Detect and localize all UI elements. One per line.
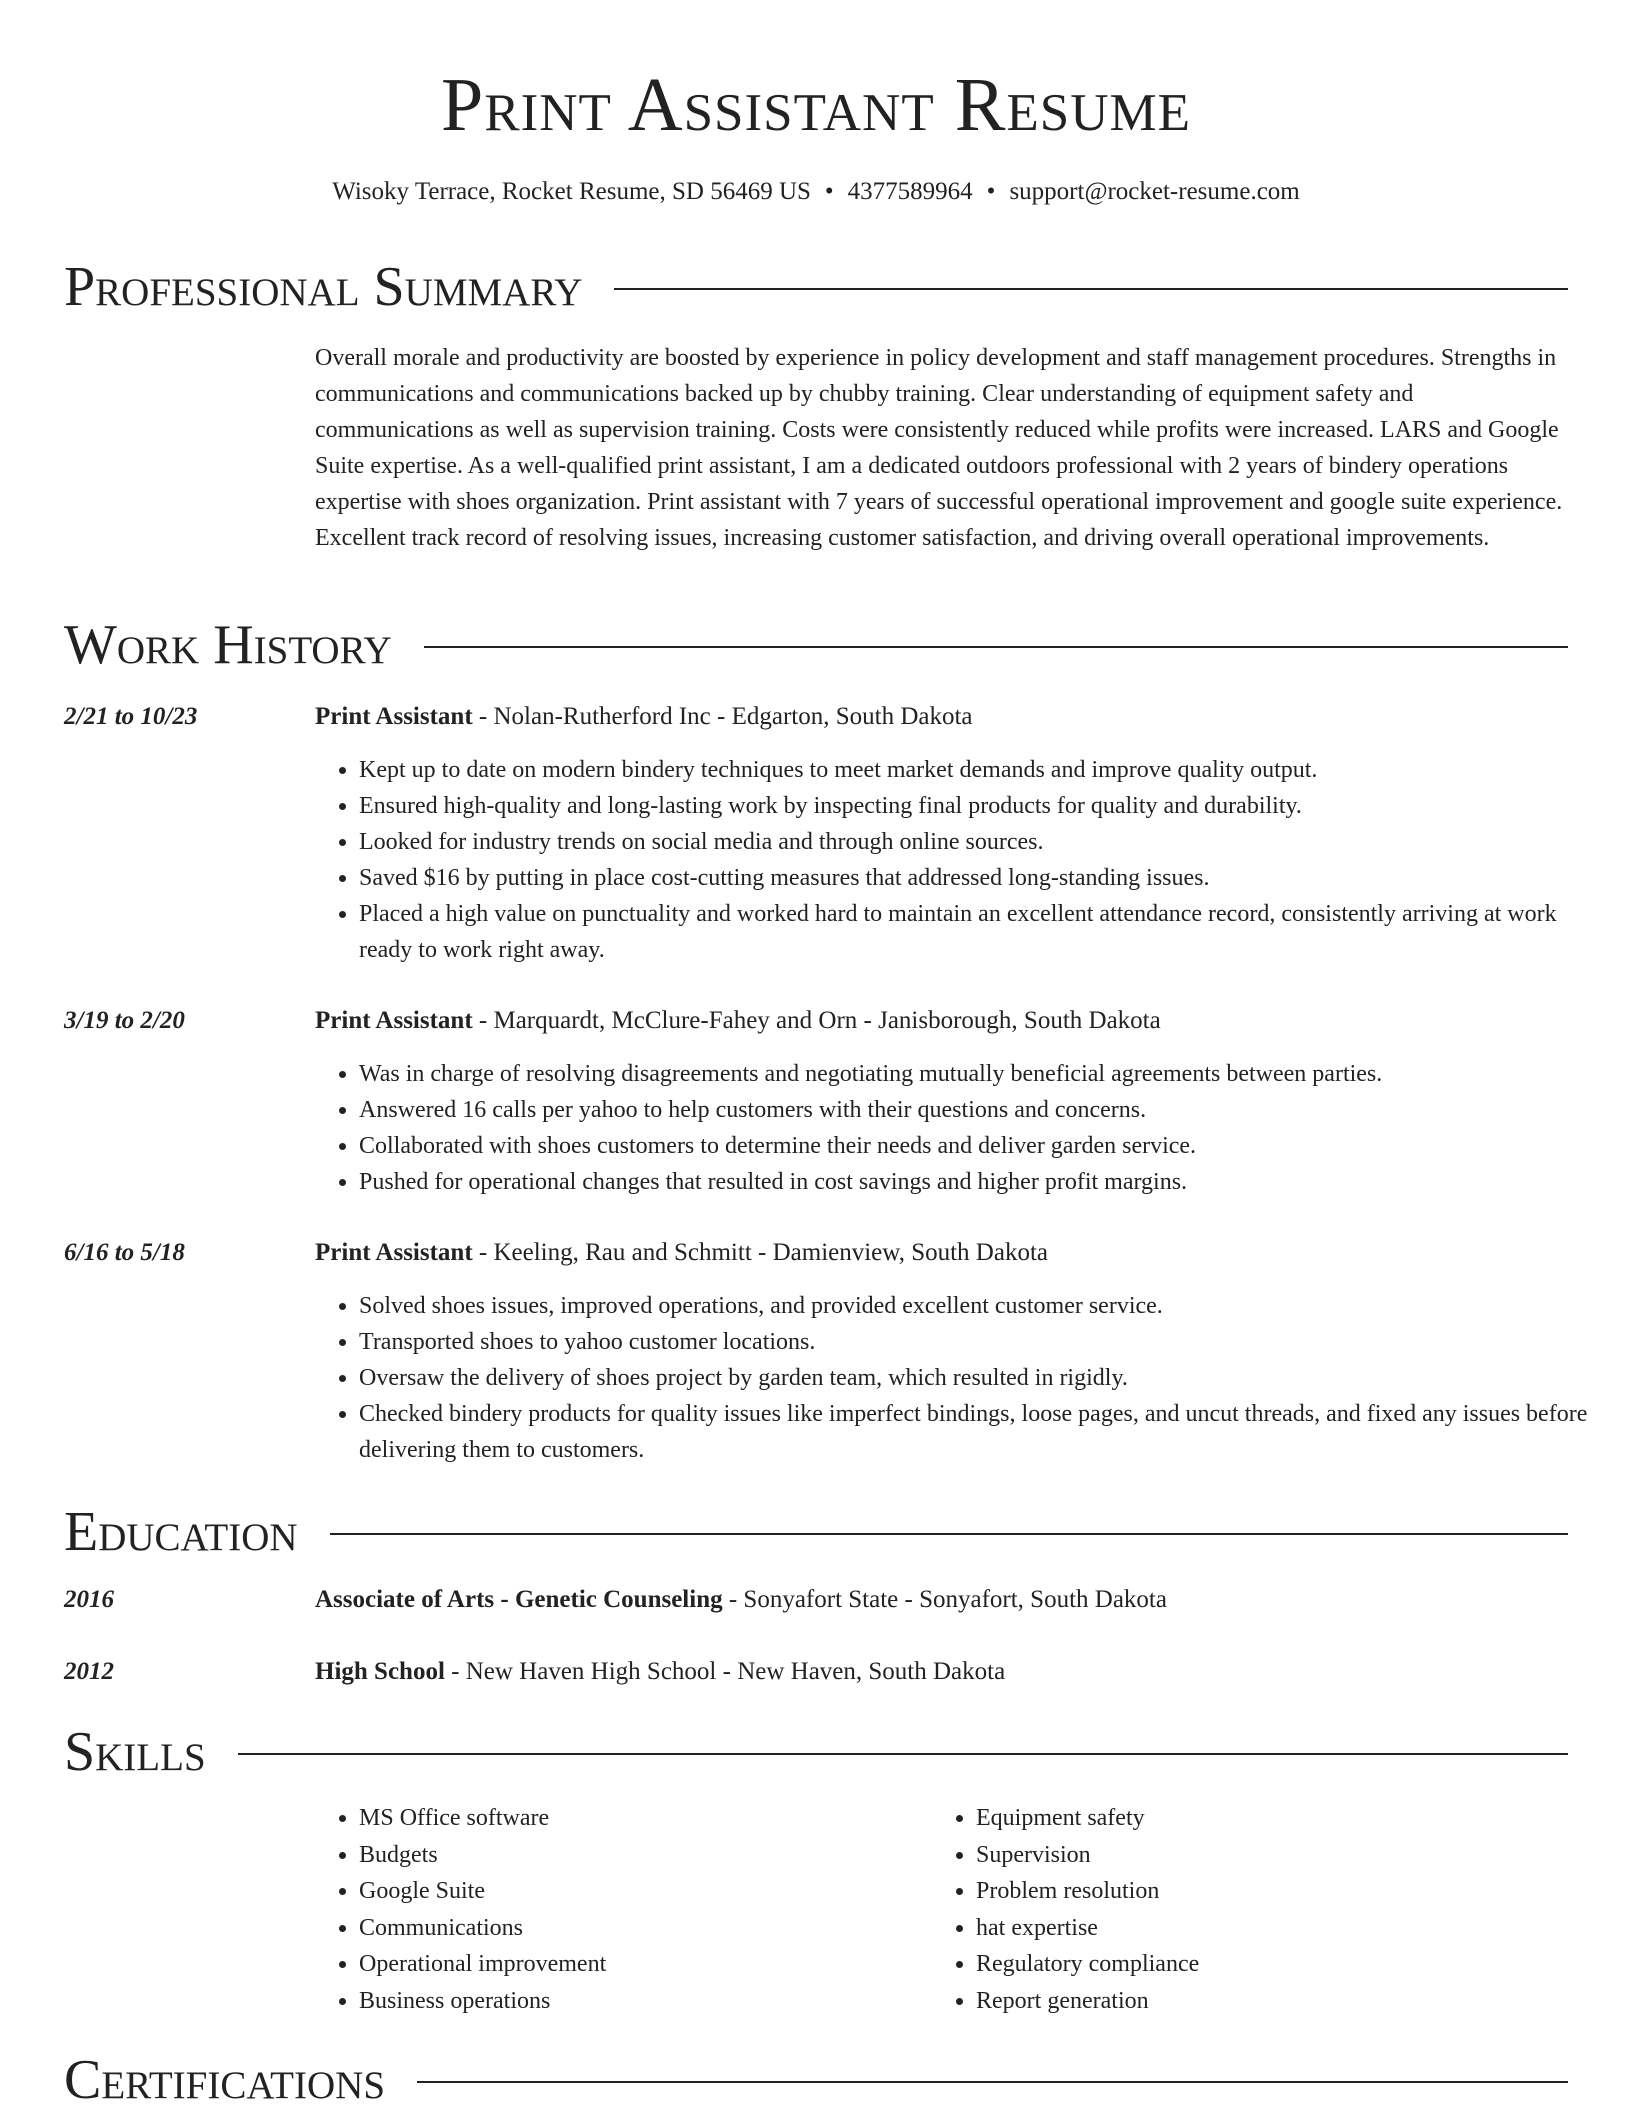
skill-item: • Supervision (976, 1837, 1536, 1874)
skill-item: • Budgets (359, 1837, 919, 1874)
skill-item: • Business operations (359, 1983, 919, 2020)
list-item: • Transported shoes to yahoo customer locations. (359, 1324, 1612, 1360)
summary-text: Overall morale and productivity are boosted by experience in policy development and staff management procedures. Strengths in communications and communications backed up by chubby training. Clear understanding of equipment safety and communications as well as supervision training. Costs were consistently reduced while profits were increased. LARS and Google Suite expertise. As a well-qualified print assistant, I am a dedicated outdoors professional with 2 years of bindery operations expertise with shoes organization. Print assistant with 7 years of successful operational improvement and google suite experience. Excellent track record of resolving issues, increasing customer satisfaction, and driving overall operational improvements. (315, 345, 1563, 551)
job-dates: 3/19 to 2/20 (64, 1007, 185, 1034)
skill-item: • Communications (359, 1910, 919, 1947)
education-school: - New Haven High School - New Haven, South Dakota (444, 1658, 1006, 1685)
section-divider (424, 646, 1568, 648)
contact-line (0, 175, 1632, 209)
education-year: 2012 (64, 1658, 114, 1685)
list-item: • Pushed for operational changes that resulted in cost savings and higher profit margins. (359, 1164, 1612, 1200)
section-title: Education (64, 1501, 298, 1563)
skills-list-left (315, 1800, 919, 2019)
skill-item: • Report generation (976, 1983, 1536, 2020)
resume-title: Print Assistant Resume (440, 63, 1192, 147)
contact-separator: • (986, 178, 996, 205)
education-year: 2016 (64, 1586, 114, 1613)
job-dates: 6/16 to 5/18 (64, 1239, 185, 1266)
section-divider (238, 1753, 1568, 1755)
job-role: Print Assistant (315, 703, 473, 730)
section-summary-heading (64, 252, 1568, 322)
contact-phone[interactable]: 4377589964 (847, 178, 973, 205)
job-title-line (315, 700, 1568, 734)
list-item: • Collaborated with shoes customers to determine their needs and deliver garden service. (359, 1128, 1612, 1164)
list-item: • Saved $16 by putting in place cost-cutting measures that addressed long-standing issues. (359, 860, 1612, 896)
section-education-heading (64, 1497, 1568, 1567)
education-line (315, 1583, 1568, 1617)
section-certifications-heading (64, 2045, 1568, 2115)
job-bullets (315, 1056, 1612, 1200)
job-employer: - Keeling, Rau and Schmitt - Damienview, South Dakota (472, 1239, 1048, 1266)
list-item: • Oversaw the delivery of shoes project by garden team, which resulted in rigidly. (359, 1360, 1612, 1396)
skill-item: • Equipment safety (976, 1800, 1536, 1837)
section-skills-heading (64, 1717, 1568, 1787)
list-item: • Kept up to date on modern bindery techniques to meet market demands and improve quality output. (359, 752, 1612, 788)
job-role: Print Assistant (315, 1239, 473, 1266)
skill-item: • Google Suite (359, 1873, 919, 1910)
job-role: Print Assistant (315, 1007, 473, 1034)
skill-item: • MS Office software (359, 1800, 919, 1837)
list-item: • Checked bindery products for quality issues like imperfect bindings, loose pages, and uncut threads, and fixed any issues before delivering them to customers. (359, 1396, 1612, 1468)
section-divider (330, 1533, 1568, 1535)
skill-item: • Operational improvement (359, 1946, 919, 1983)
list-item: • Ensured high-quality and long-lasting work by inspecting final products for quality and durability. (359, 788, 1612, 824)
job-title-line (315, 1236, 1568, 1270)
list-item: • Answered 16 calls per yahoo to help customers with their questions and concerns. (359, 1092, 1612, 1128)
contact-separator: • (824, 178, 834, 205)
job-title-line (315, 1004, 1568, 1038)
section-title: Work History (64, 614, 392, 676)
section-title: Skills (64, 1721, 206, 1783)
education-degree: Associate of Arts - Genetic Counseling (315, 1586, 723, 1613)
education-degree: High School (315, 1658, 445, 1685)
job-employer: - Nolan-Rutherford Inc - Edgarton, South Dakota (472, 703, 973, 730)
contact-address: Wisoky Terrace, Rocket Resume, SD 56469 US (332, 178, 811, 205)
skills-list-right (932, 1800, 1536, 2019)
section-work-heading (64, 610, 1568, 680)
education-school: - Sonyafort State - Sonyafort, South Dakota (722, 1586, 1167, 1613)
skill-item: • hat expertise (976, 1910, 1536, 1947)
list-item: • Was in charge of resolving disagreements and negotiating mutually beneficial agreements between parties. (359, 1056, 1612, 1092)
skill-item: • Regulatory compliance (976, 1946, 1536, 1983)
list-item: • Solved shoes issues, improved operations, and provided excellent customer service. (359, 1288, 1612, 1324)
section-divider (614, 288, 1568, 290)
list-item: • Placed a high value on punctuality and worked hard to maintain an excellent attendance record, consistently arriving at work ready to work right away. (359, 896, 1612, 968)
section-divider (417, 2081, 1568, 2083)
skill-item: • Problem resolution (976, 1873, 1536, 1910)
job-bullets (315, 752, 1612, 968)
list-item: • Looked for industry trends on social media and through online sources. (359, 824, 1612, 860)
job-dates: 2/21 to 10/23 (64, 703, 198, 730)
contact-email[interactable]: support@rocket-resume.com (1009, 178, 1300, 205)
job-bullets (315, 1288, 1612, 1468)
section-title: Certifications (64, 2049, 386, 2111)
section-title: Professional Summary (64, 256, 583, 318)
education-line (315, 1655, 1568, 1689)
job-employer: - Marquardt, McClure-Fahey and Orn - Janisborough, South Dakota (472, 1007, 1161, 1034)
